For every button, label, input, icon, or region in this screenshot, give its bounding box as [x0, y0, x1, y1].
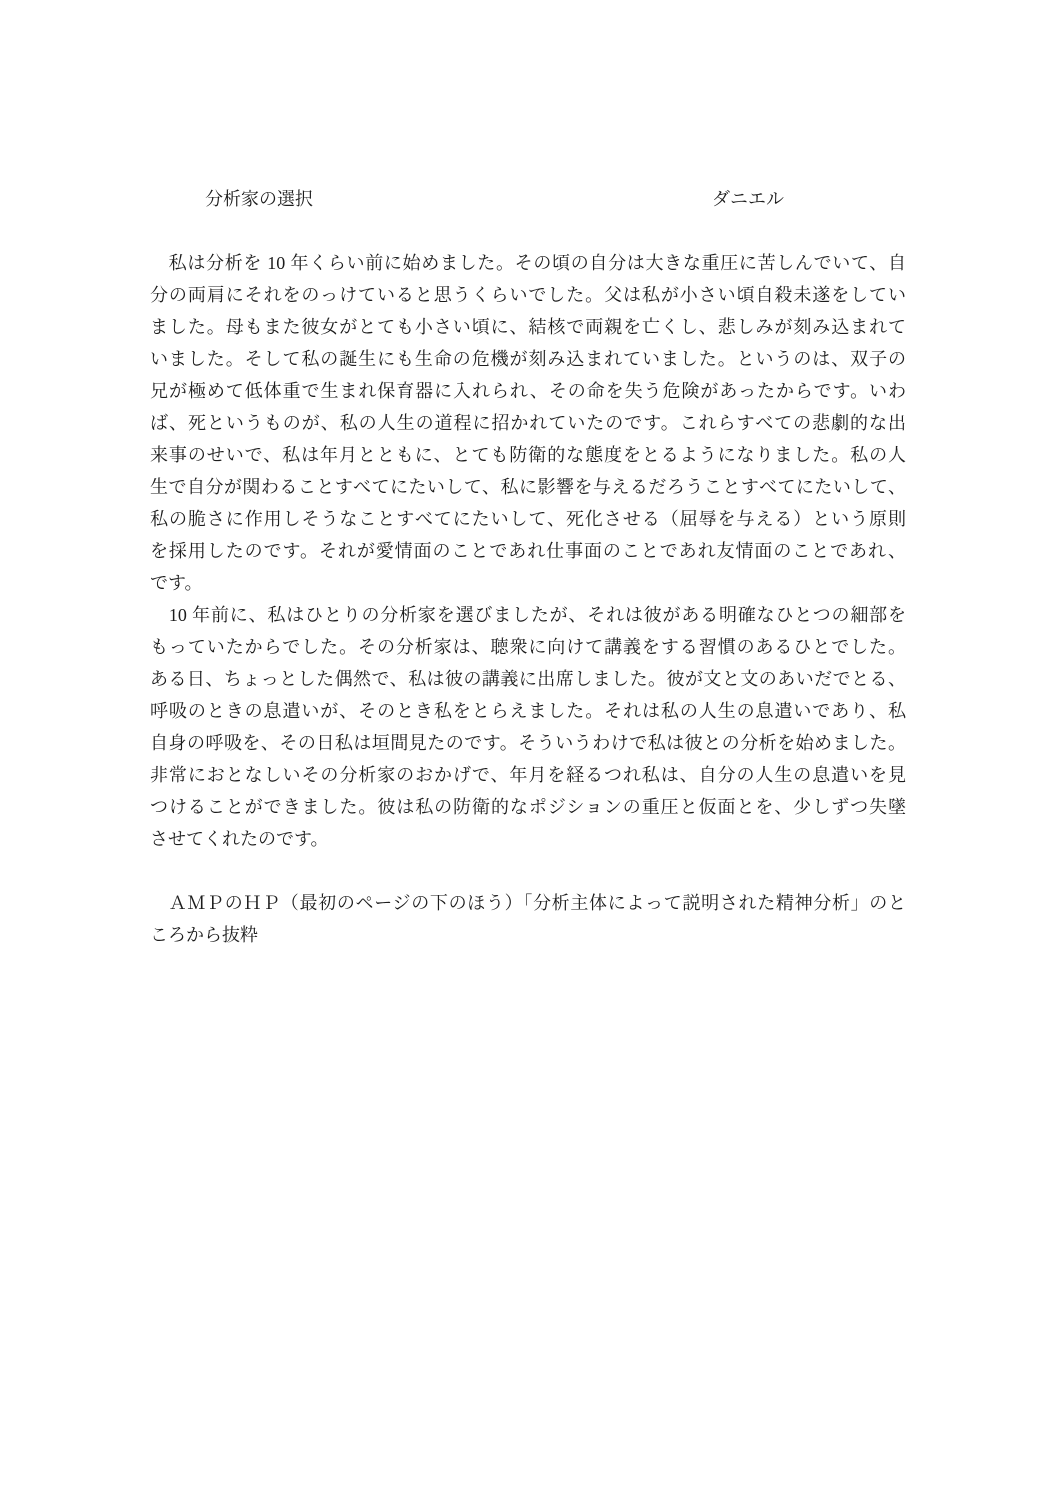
- text-line: 私の脆さに作用しそうなことすべてにたいして、死化させる（屈辱を与える）という原則: [150, 509, 906, 529]
- text-line: 分の両肩にそれをのっけていると思うくらいでした。父は私が小さい頃自殺未遂をしてい: [150, 285, 906, 305]
- text-line: 自身の呼吸を、その日私は垣間見たのです。そういうわけで私は彼との分析を始めました。: [150, 733, 906, 753]
- text-line: 兄が極めて低体重で生まれ保育器に入れられ、その命を失う危険があったからです。いわ: [150, 381, 906, 401]
- text-line: 10 年前に、私はひとりの分析家を選びましたが、それは彼がある明確なひとつの細部を: [150, 605, 906, 625]
- paragraph: [150, 247, 906, 599]
- text-line: 私は分析を 10 年くらい前に始めました。その頃の自分は大きな重圧に苦しんでいて、自: [150, 253, 906, 273]
- text-line: ました。母もまた彼女がとても小さい頃に、結核で両親を亡くし、悲しみが刻み込まれて: [150, 317, 906, 337]
- document-content: [150, 183, 906, 951]
- text-line: させてくれたのです。: [150, 829, 329, 849]
- text-line: もっていたからでした。その分析家は、聴衆に向けて講義をする習慣のあるひとでした。: [150, 637, 906, 657]
- text-line: ある日、ちょっとした偶然で、私は彼の講義に出席しました。彼が文と文のあいだでとる、: [150, 669, 906, 689]
- author-name: ダニエル: [712, 189, 784, 209]
- document-body: [150, 247, 906, 951]
- text-line: ＡＭＰのＨＰ（最初のページの下のほう）「分析主体によって説明された精神分析」のと: [150, 893, 906, 913]
- text-line: 呼吸のときの息遣いが、そのとき私をとらえました。それは私の人生の息遣いであり、私: [150, 701, 906, 721]
- text-line: いました。そして私の誕生にも生命の危機が刻み込まれていました。というのは、双子の: [150, 349, 906, 369]
- title-row: [150, 183, 906, 215]
- paragraph: [150, 599, 906, 855]
- text-line: 来事のせいで、私は年月とともに、とても防衛的な態度をとるようになりました。私の人: [150, 445, 906, 465]
- text-line: を採用したのです。それが愛情面のことであれ仕事面のことであれ友情面のことであれ、: [150, 541, 906, 561]
- text-line: つけることができました。彼は私の防衛的なポジションの重圧と仮面とを、少しずつ失墜: [150, 797, 906, 817]
- text-line: ころから抜粋: [150, 925, 258, 945]
- text-line: ば、死というものが、私の人生の道程に招かれていたのです。これらすべての悲劇的な出: [150, 413, 906, 433]
- paragraph: [150, 887, 906, 951]
- document-title: 分析家の選択: [205, 189, 313, 209]
- text-line: です。: [150, 573, 203, 593]
- text-line: 非常におとなしいその分析家のおかげで、年月を経るつれ私は、自分の人生の息遣いを見: [150, 765, 906, 785]
- text-line: 生で自分が関わることすべてにたいして、私に影響を与えるだろうことすべてにたいして、: [150, 477, 906, 497]
